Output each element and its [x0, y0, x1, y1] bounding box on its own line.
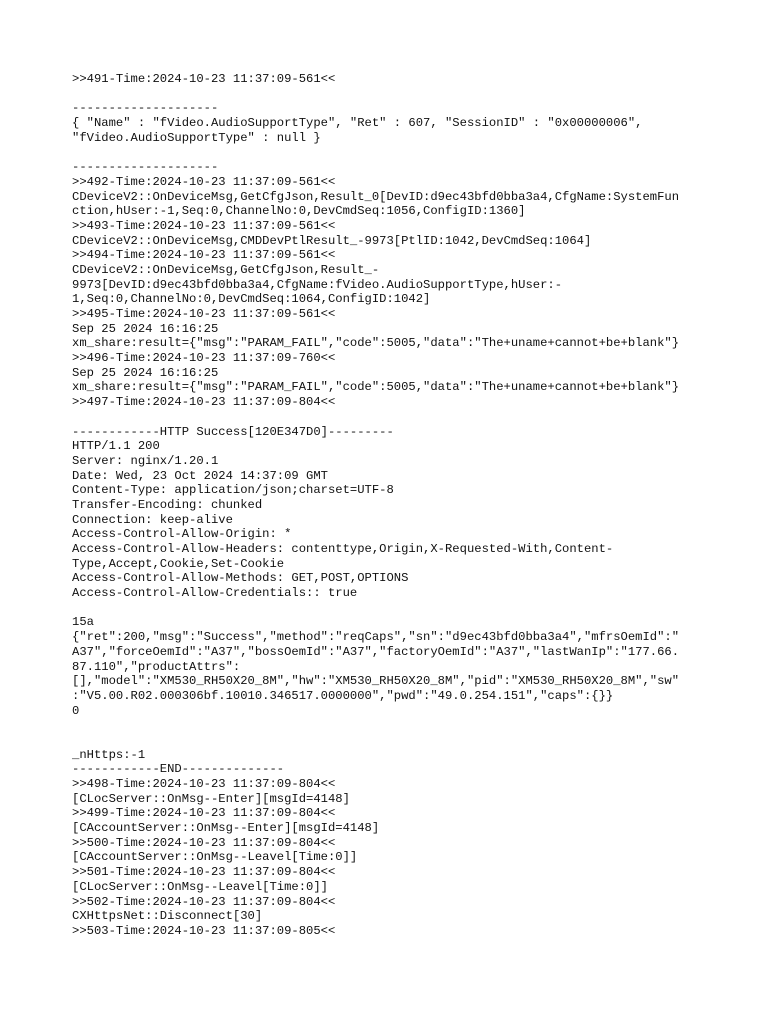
http-header: Type,Accept,Cookie,Set-Cookie: [72, 556, 285, 571]
log-line: xm_share:result={"msg":"PARAM_FAIL","code":5005,"data":"The+uname+cannot+be+blank"}: [72, 380, 680, 395]
http-header: Access-Control-Allow-Origin: *: [72, 527, 292, 542]
http-status-line: HTTP/1.1 200: [72, 439, 160, 454]
log-line: >>491-Time:2024-10-23 11:37:09-561<<: [72, 72, 336, 86]
blank-line: [72, 733, 712, 748]
log-line: 1,Seq:0,ChannelNo:0,DevCmdSeq:1064,ConfigID:1042]: [72, 292, 431, 307]
log-line: _nHttps:-1: [72, 747, 146, 762]
http-header: Content-Type: application/json;charset=UTF-8: [72, 483, 394, 498]
log-timestamp: >>498-Time:2024-10-23 11:37:09-804<<: [72, 777, 336, 791]
json-body-line: 87.110","productAttrs":: [72, 659, 241, 674]
log-timestamp: >>499-Time:2024-10-23 11:37:09-804<<: [72, 806, 336, 821]
log-line: CDeviceV2::OnDeviceMsg,GetCfgJson,Result_0[DevID:d9ec43bfd0bba3a4,CfgName:SystemFun: [72, 189, 680, 204]
log-timestamp: >>501-Time:2024-10-23 11:37:09-804<<: [72, 865, 336, 880]
blank-line: [72, 601, 712, 616]
json-body-line: [],"model":"XM530_RH50X20_8M","hw":"XM530_RH50X20_8M","pid":"XM530_RH50X20_8M","sw": [72, 674, 680, 689]
json-body-line: :"V5.00.R02.000306bf.10010.346517.0000000","pwd":"49.0.254.151","caps":{}}: [72, 688, 614, 703]
log-timestamp: >>494-Time:2024-10-23 11:37:09-561<<: [72, 248, 336, 263]
separator-line: --------------------: [72, 101, 219, 116]
log-line: 9973[DevID:d9ec43bfd0bba3a4,CfgName:fVideo.AudioSupportType,hUser:-: [72, 277, 563, 292]
blank-line: [72, 87, 712, 102]
end-separator: ------------END--------------: [72, 762, 285, 777]
http-header: Access-Control-Allow-Headers: contenttype,Origin,X-Requested-With,Content-: [72, 542, 614, 556]
log-line: [CLocServer::OnMsg--Enter][msgId=4148]: [72, 791, 350, 806]
log-timestamp: >>492-Time:2024-10-23 11:37:09-561<<: [72, 174, 336, 189]
json-body-line: {"ret":200,"msg":"Success","method":"reqCaps","sn":"d9ec43bfd0bba3a4","mfrsOemId":": [72, 630, 680, 645]
log-line: ction,hUser:-1,Seq:0,ChannelNo:0,DevCmdSeq:1056,ConfigID:1360]: [72, 204, 526, 219]
log-line: [CLocServer::OnMsg--Leavel[Time:0]]: [72, 879, 328, 894]
separator-line: --------------------: [72, 160, 219, 175]
json-body-line: A37","forceOemId":"A37","bossOemId":"A37","factoryOemId":"A37","lastWanIp":"177.66.: [72, 644, 680, 659]
http-header: Date: Wed, 23 Oct 2024 14:37:09 GMT: [72, 468, 328, 483]
log-timestamp: >>503-Time:2024-10-23 11:37:09-805<<: [72, 923, 336, 938]
chunk-terminator: 0: [72, 703, 80, 718]
http-header: Transfer-Encoding: chunked: [72, 497, 263, 512]
log-line: CXHttpsNet::Disconnect[30]: [72, 909, 263, 924]
blank-line: [72, 145, 712, 160]
log-timestamp: >>502-Time:2024-10-23 11:37:09-804<<: [72, 894, 336, 909]
log-line: CDeviceV2::OnDeviceMsg,CMDDevPtlResult_-9973[PtlID:1042,DevCmdSeq:1064]: [72, 233, 592, 248]
http-header-separator: ------------HTTP Success[120E347D0]---------: [72, 424, 394, 439]
chunk-size: 15a: [72, 615, 94, 630]
log-document: [72, 72, 712, 939]
blank-line: [72, 718, 712, 733]
log-timestamp: >>497-Time:2024-10-23 11:37:09-804<<: [72, 395, 336, 410]
http-header: Server: nginx/1.20.1: [72, 453, 219, 468]
log-line: CDeviceV2::OnDeviceMsg,GetCfgJson,Result_-: [72, 262, 380, 277]
log-line: Sep 25 2024 16:16:25: [72, 321, 219, 336]
log-timestamp: >>495-Time:2024-10-23 11:37:09-561<<: [72, 307, 336, 321]
log-line: [CAccountServer::OnMsg--Enter][msgId=4148]: [72, 821, 380, 836]
log-line: [CAccountServer::OnMsg--Leavel[Time:0]]: [72, 850, 358, 865]
log-timestamp: >>500-Time:2024-10-23 11:37:09-804<<: [72, 835, 336, 850]
log-line: Sep 25 2024 16:16:25: [72, 365, 219, 380]
blank-line: [72, 410, 712, 425]
log-line: { "Name" : "fVideo.AudioSupportType", "Ret" : 607, "SessionID" : "0x00000006",: [72, 116, 643, 131]
log-timestamp: >>496-Time:2024-10-23 11:37:09-760<<: [72, 351, 336, 366]
http-header: Connection: keep-alive: [72, 512, 233, 527]
log-line: "fVideo.AudioSupportType" : null }: [72, 130, 321, 145]
http-header: Access-Control-Allow-Methods: GET,POST,OPTIONS: [72, 571, 409, 586]
http-header: Access-Control-Allow-Credentials:: true: [72, 586, 358, 601]
log-line: xm_share:result={"msg":"PARAM_FAIL","code":5005,"data":"The+uname+cannot+be+blank"}: [72, 336, 680, 351]
log-timestamp: >>493-Time:2024-10-23 11:37:09-561<<: [72, 218, 336, 233]
